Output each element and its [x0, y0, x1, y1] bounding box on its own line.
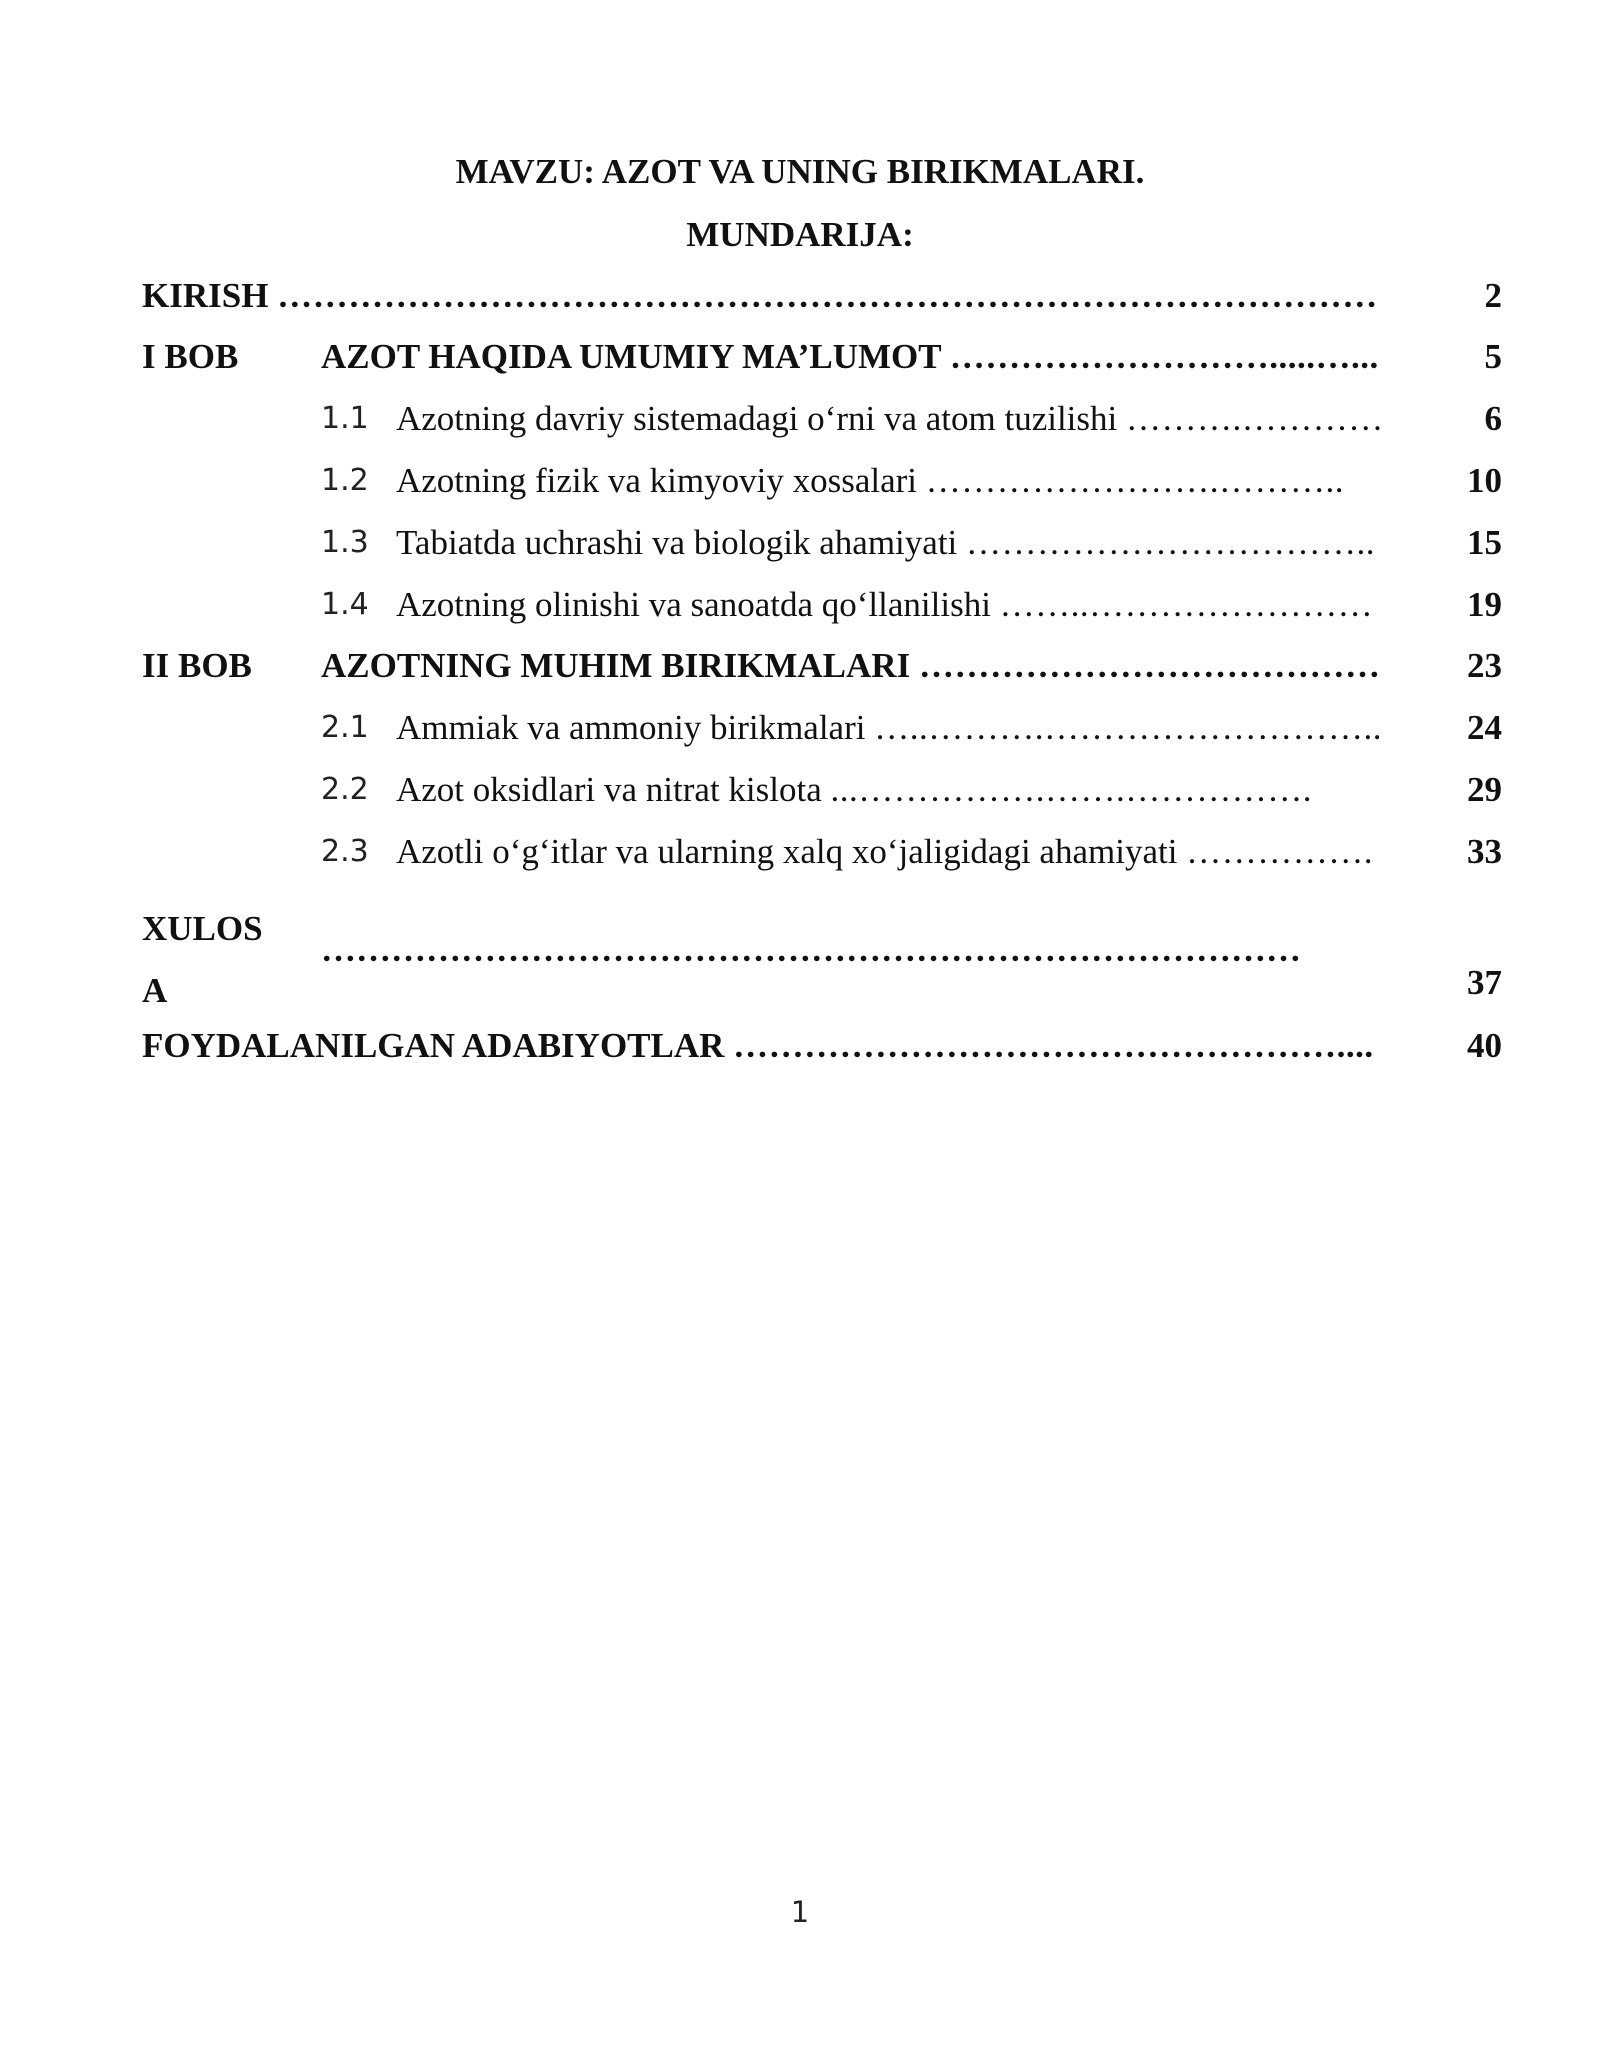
toc-entry-label: XULOSA: [142, 909, 263, 1010]
section-title-text: Azotning fizik va kimyoviy xossalari: [396, 461, 918, 500]
toc-section-2-3[interactable]: [0, 828, 1600, 876]
toc-heading: MUNDARIJA:: [686, 215, 914, 254]
toc-section-1-3[interactable]: [0, 519, 1600, 567]
toc-entry-text: FOYDALANILGAN ADABIYOTLAR: [142, 1026, 725, 1065]
toc-section-1-4[interactable]: [0, 581, 1600, 629]
dot-leader: ……..……………………: [999, 585, 1374, 624]
toc-entry-adabiyotlar[interactable]: [0, 1022, 1600, 1070]
section-number: 2.2: [321, 772, 369, 807]
chapter-title: [321, 642, 1380, 690]
toc-page-number: 24: [1467, 708, 1502, 747]
chapter-label: I BOB: [142, 337, 239, 376]
section-number: 1.3: [321, 525, 369, 560]
dot-leader: …………………………………………………………………………………: [277, 276, 1378, 315]
chapter-title-text: AZOT HAQIDA UMUMIY MA’LUMOT: [321, 337, 941, 376]
toc-page-number: 29: [1467, 770, 1502, 809]
section-title-text: Azot oksidlari va nitrat kislota: [396, 770, 822, 809]
section-title: [396, 457, 1344, 505]
page-number-footer: 1: [790, 1895, 810, 1929]
toc-chapter-1[interactable]: [0, 333, 1600, 381]
section-title: [396, 766, 1312, 814]
toc-entry-label: [142, 272, 1378, 320]
section-number: 1.2: [321, 463, 369, 498]
section-title-text: Azotning olinishi va sanoatda qo‘llanilishi: [396, 585, 991, 624]
section-title-text: Azotning davriy sistemadagi o‘rni va atom tuzilishi: [396, 399, 1118, 438]
toc-page-number: 33: [1467, 832, 1502, 871]
dot-leader: …………….: [1186, 832, 1373, 871]
toc-page-number: 23: [1467, 646, 1502, 685]
dot-leader: ……………………………..: [966, 523, 1376, 562]
toc-entry-text: KIRISH: [142, 276, 269, 315]
toc-entry-kirish[interactable]: [0, 272, 1600, 320]
chapter-title-text: AZOTNING MUHIM BIRIKMALARI: [321, 646, 911, 685]
dot-leader: ……….…………: [1126, 399, 1384, 438]
toc-section-1-2[interactable]: [0, 457, 1600, 505]
toc-section-2-2[interactable]: [0, 766, 1600, 814]
toc-page-number: 15: [1467, 523, 1502, 562]
section-number: 1.1: [321, 401, 369, 436]
section-title-text: Tabiatda uchrashi va biologik ahamiyati: [396, 523, 958, 562]
section-title: [396, 395, 1384, 443]
toc-page-number: 10: [1467, 461, 1502, 500]
section-number: 2.1: [321, 710, 369, 745]
dot-leader: …………………………………: [918, 646, 1381, 685]
dot-leader: …..……….………………………..: [874, 708, 1382, 747]
dot-leader: ...…………….…….…………….: [830, 770, 1312, 809]
section-number: 1.4: [321, 587, 369, 622]
toc-section-1-1[interactable]: [0, 395, 1600, 443]
chapter-title: [321, 333, 1379, 381]
toc-page-number: 40: [1467, 1026, 1502, 1065]
toc-page-number: 19: [1467, 585, 1502, 624]
dot-leader: ……………………………………………....: [733, 1026, 1374, 1065]
section-title: [396, 581, 1373, 629]
toc-entry-label: [142, 1022, 1374, 1070]
toc-page-number: 37: [1467, 963, 1502, 1002]
section-title-text: Azotli o‘g‘itlar va ularning xalq xo‘jaligidagi ahamiyati: [396, 832, 1178, 871]
section-title: [396, 704, 1382, 752]
toc-page-number: 5: [1484, 337, 1502, 376]
document-title: MAVZU: AZOT VA UNING BIRIKMALARI.: [455, 152, 1145, 191]
dot-leader: …………………………………………………………………………: [321, 930, 1301, 969]
section-number: 2.3: [321, 834, 369, 869]
toc-chapter-2[interactable]: [0, 642, 1600, 690]
toc-section-2-1[interactable]: [0, 704, 1600, 752]
chapter-label: II BOB: [142, 646, 252, 685]
section-title: [396, 828, 1373, 876]
section-title-text: Ammiak va ammoniy birikmalari: [396, 708, 866, 747]
dot-leader: ……………………….....…...: [949, 337, 1379, 376]
dot-leader: …………………….………..: [925, 461, 1345, 500]
section-title: [396, 519, 1375, 567]
toc-page-number: 2: [1484, 276, 1502, 315]
toc-page-number: 6: [1484, 399, 1502, 438]
